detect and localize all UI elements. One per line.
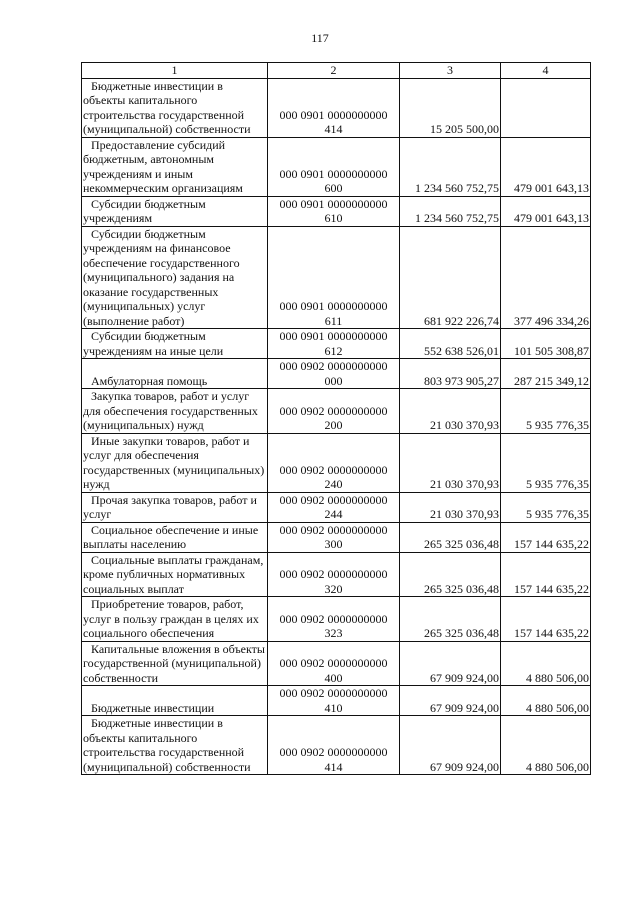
- code-type: 410: [324, 700, 343, 715]
- row-code: [268, 78, 400, 137]
- table-row: [82, 137, 591, 196]
- row-name: Социальные выплаты гражданам, кроме публичных нормативных социальных выплат: [82, 552, 268, 597]
- code-type: 244: [324, 507, 343, 521]
- code-main: 000 0901 0000000000: [279, 329, 388, 343]
- row-value-col3: 21 030 370,93: [400, 433, 501, 492]
- code-main: 000 0901 0000000000: [279, 107, 388, 122]
- table-row: [82, 359, 591, 389]
- row-code: [268, 433, 400, 492]
- row-value-col3: 21 030 370,93: [400, 389, 501, 434]
- code-type: 300: [324, 537, 343, 551]
- code-main: 000 0902 0000000000: [279, 745, 388, 759]
- budget-table: [81, 62, 591, 775]
- row-value-col3: 67 909 924,00: [400, 641, 501, 686]
- table-row: [82, 226, 591, 329]
- code-type: 000: [324, 373, 343, 388]
- row-value-col3: 15 205 500,00: [400, 78, 501, 137]
- row-code: [268, 196, 400, 226]
- code-type: 414: [324, 759, 343, 774]
- table-row: [82, 686, 591, 716]
- row-code: [268, 492, 400, 522]
- row-value-col4: 5 935 776,35: [501, 389, 591, 434]
- table-row: [82, 716, 591, 775]
- code-main: 000 0901 0000000000: [279, 299, 388, 313]
- row-code: [268, 137, 400, 196]
- row-code: [268, 389, 400, 434]
- code-type: 414: [324, 122, 343, 136]
- code-type: 600: [324, 181, 343, 195]
- row-code: [268, 552, 400, 597]
- column-header-2: 2: [268, 63, 400, 79]
- table-row: [82, 641, 591, 686]
- code-main: 000 0902 0000000000: [279, 462, 388, 477]
- row-name: Иные закупки товаров, работ и услуг для обеспечения государственных (муниципальных) нужд: [82, 433, 268, 492]
- code-main: 000 0902 0000000000: [279, 522, 388, 537]
- table-row: [82, 389, 591, 434]
- row-name: Прочая закупка товаров, работ и услуг: [82, 492, 268, 522]
- table-row: [82, 597, 591, 642]
- row-code: [268, 359, 400, 389]
- code-type: 610: [324, 211, 343, 225]
- row-value-col4: 157 144 635,22: [501, 552, 591, 597]
- row-value-col4: 377 496 334,26: [501, 226, 591, 329]
- code-main: 000 0902 0000000000: [279, 567, 388, 581]
- column-header-4: 4: [501, 63, 591, 79]
- row-value-col3: 265 325 036,48: [400, 552, 501, 597]
- table-row: [82, 522, 591, 552]
- row-name: Социальное обеспечение и иные выплаты населению: [82, 522, 268, 552]
- row-value-col4: 287 215 349,12: [501, 359, 591, 389]
- code-main: 000 0902 0000000000: [279, 611, 388, 626]
- row-code: [268, 597, 400, 642]
- row-value-col3: 265 325 036,48: [400, 597, 501, 642]
- row-code: [268, 641, 400, 686]
- row-name: Амбулаторная помощь: [82, 359, 268, 389]
- code-type: 200: [324, 418, 343, 432]
- row-name: Приобретение товаров, работ, услуг в пользу граждан в целях их социального обеспечения: [82, 597, 268, 642]
- row-name: Субсидии бюджетным учреждениям на иные цели: [82, 329, 268, 359]
- row-value-col4: 157 144 635,22: [501, 522, 591, 552]
- code-main: 000 0902 0000000000: [279, 656, 388, 670]
- row-value-col4: 101 505 308,87: [501, 329, 591, 359]
- row-value-col4: 4 880 506,00: [501, 686, 591, 716]
- row-value-col3: 265 325 036,48: [400, 522, 501, 552]
- page-number: 117: [311, 31, 329, 45]
- code-type: 611: [324, 313, 343, 328]
- row-name: Бюджетные инвестиции в объекты капитального строительства государственной (муниципальной) собственности: [82, 716, 268, 775]
- row-value-col4: 157 144 635,22: [501, 597, 591, 642]
- row-value-col3: 1 234 560 752,75: [400, 196, 501, 226]
- row-name: Капитальные вложения в объекты государственной (муниципальной) собственности: [82, 641, 268, 686]
- row-value-col4: 479 001 643,13: [501, 137, 591, 196]
- row-value-col4: 5 935 776,35: [501, 492, 591, 522]
- code-type: 240: [324, 477, 343, 491]
- row-value-col3: 67 909 924,00: [400, 716, 501, 775]
- code-main: 000 0902 0000000000: [279, 403, 388, 418]
- row-value-col3: 803 973 905,27: [400, 359, 501, 389]
- row-value-col4: 4 880 506,00: [501, 716, 591, 775]
- row-name: Бюджетные инвестиции: [82, 686, 268, 716]
- column-header-1: 1: [82, 63, 268, 79]
- row-name: Предоставление субсидий бюджетным, автономным учреждениям и иным некоммерческим организациям: [82, 137, 268, 196]
- row-value-col3: 67 909 924,00: [400, 686, 501, 716]
- row-code: [268, 522, 400, 552]
- code-main: 000 0902 0000000000: [279, 686, 388, 700]
- row-code: [268, 329, 400, 359]
- row-value-col4: 479 001 643,13: [501, 196, 591, 226]
- code-type: 323: [324, 626, 343, 640]
- code-main: 000 0902 0000000000: [279, 359, 388, 373]
- table-row: [82, 78, 591, 137]
- code-type: 400: [324, 670, 343, 685]
- row-value-col3: 681 922 226,74: [400, 226, 501, 329]
- table-row: [82, 329, 591, 359]
- row-value-col3: 1 234 560 752,75: [400, 137, 501, 196]
- row-value-col4: [501, 78, 591, 137]
- row-value-col4: 4 880 506,00: [501, 641, 591, 686]
- code-main: 000 0901 0000000000: [279, 196, 388, 211]
- row-value-col3: 552 638 526,01: [400, 329, 501, 359]
- row-code: [268, 686, 400, 716]
- table-row: [82, 433, 591, 492]
- code-main: 000 0902 0000000000: [279, 492, 388, 507]
- row-code: [268, 226, 400, 329]
- column-header-3: 3: [400, 63, 501, 79]
- header-row: [82, 63, 591, 79]
- table-row: [82, 552, 591, 597]
- table-row: [82, 196, 591, 226]
- code-type: 320: [324, 581, 343, 596]
- row-value-col4: 5 935 776,35: [501, 433, 591, 492]
- row-code: [268, 716, 400, 775]
- table-row: [82, 492, 591, 522]
- row-name: Субсидии бюджетным учреждениям: [82, 196, 268, 226]
- row-name: Субсидии бюджетным учреждениям на финансовое обеспечение государственного (муниципального) задания на оказание государственных (муниципальных) услуг (выполнение работ): [82, 226, 268, 329]
- row-name: Закупка товаров, работ и услуг для обеспечения государственных (муниципальных) нужд: [82, 389, 268, 434]
- code-main: 000 0901 0000000000: [279, 166, 388, 181]
- row-value-col3: 21 030 370,93: [400, 492, 501, 522]
- row-name: Бюджетные инвестиции в объекты капитального строительства государственной (муниципальной) собственности: [82, 78, 268, 137]
- code-type: 612: [324, 343, 343, 358]
